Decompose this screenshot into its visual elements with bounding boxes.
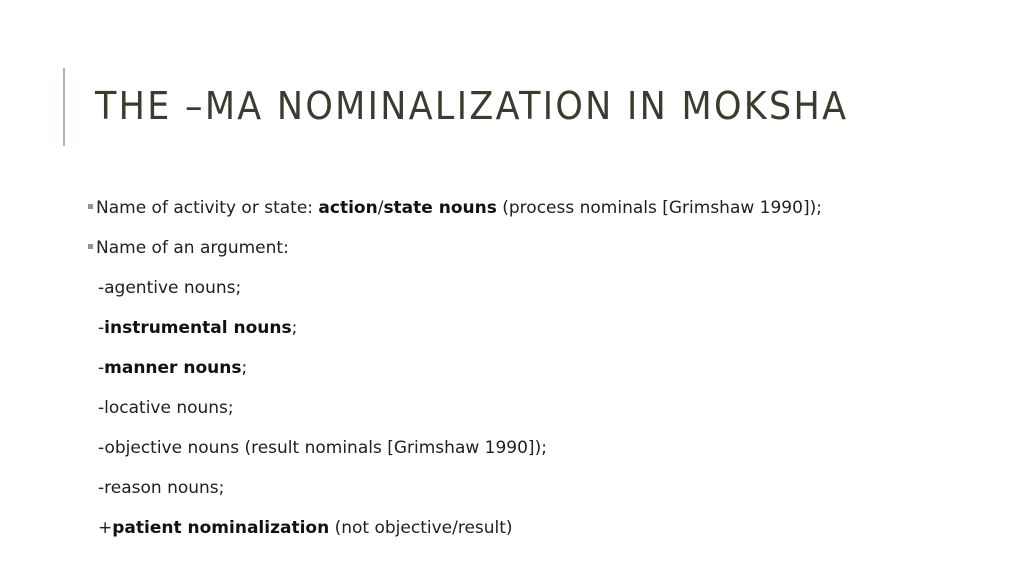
square-bullet-icon xyxy=(88,244,93,249)
sub-item-prefix: - xyxy=(98,358,105,378)
sub-item-agentive xyxy=(88,276,968,316)
bullet-text: Name of an argument: xyxy=(96,238,289,258)
bullet-argument xyxy=(88,236,968,276)
bold-state-nouns: state nouns xyxy=(383,198,497,218)
slide-title: THE –MA NOMINALIZATION IN MOKSHA xyxy=(95,84,849,128)
bold-action: action xyxy=(318,198,378,218)
bold-manner-nouns: manner nouns xyxy=(104,358,242,378)
sub-item-text: -objective nouns (result nominals [Grimshaw 1990]); xyxy=(98,438,547,458)
slash: / xyxy=(377,198,384,218)
sub-item-locative xyxy=(88,396,968,436)
square-bullet-icon xyxy=(88,204,93,209)
sub-item-prefix: - xyxy=(98,318,105,338)
sub-item-prefix: + xyxy=(98,518,113,538)
sub-item-instrumental xyxy=(88,316,968,356)
sub-item-patient xyxy=(88,516,968,556)
bullet-text-suffix: (process nominals [Grimshaw 1990]); xyxy=(496,198,822,218)
sub-item-suffix: (not objective/result) xyxy=(329,518,513,538)
sub-item-suffix: ; xyxy=(241,358,248,378)
title-accent-rule xyxy=(63,68,65,146)
bullet-activity-state xyxy=(88,196,968,236)
bold-patient-nominalization: patient nominalization xyxy=(112,518,330,538)
sub-item-reason xyxy=(88,476,968,516)
sub-item-objective xyxy=(88,436,968,476)
slide-content xyxy=(88,196,968,556)
bullet-text-prefix: Name of activity or state: xyxy=(96,198,319,218)
sub-item-text: -reason nouns; xyxy=(98,478,225,498)
sub-item-text: -locative nouns; xyxy=(98,398,234,418)
sub-item-text: -agentive nouns; xyxy=(98,278,242,298)
sub-item-suffix: ; xyxy=(291,318,298,338)
bold-instrumental-nouns: instrumental nouns xyxy=(104,318,292,338)
sub-item-manner xyxy=(88,356,968,396)
